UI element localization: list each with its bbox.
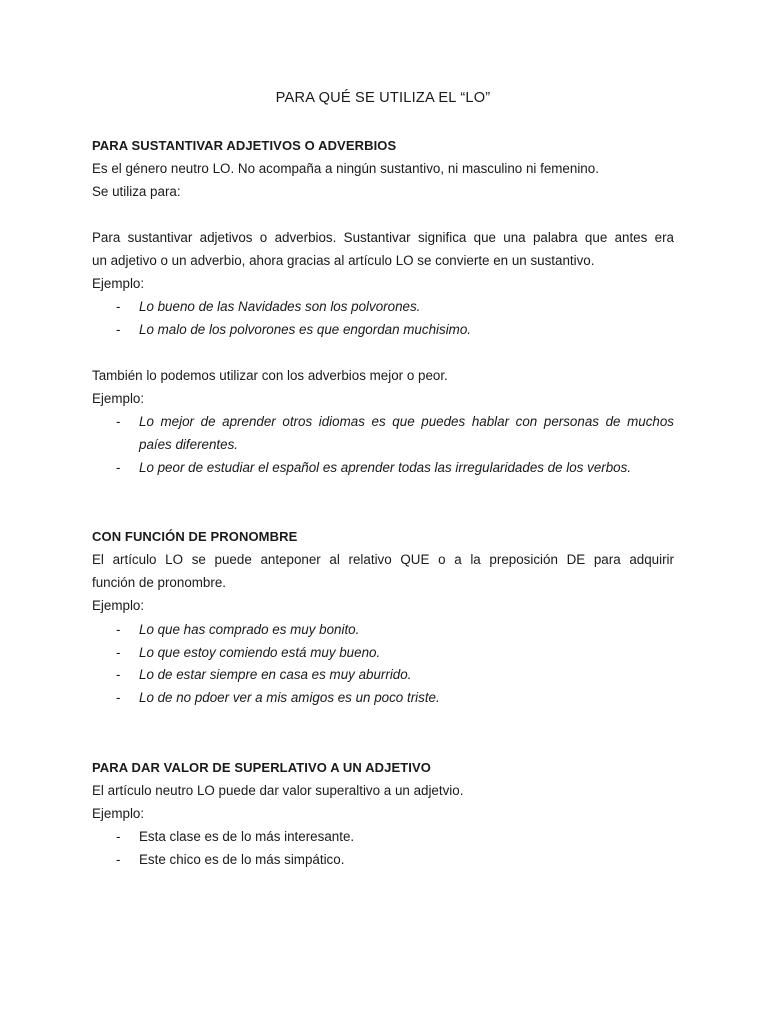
paragraph: Se utiliza para: [92, 184, 181, 199]
list-item: Lo de estar siempre en casa es muy aburrido. [139, 667, 412, 682]
section-heading-pronombre: CON FUNCIÓN DE PRONOMBRE [92, 529, 298, 544]
ejemplo-label: Ejemplo: [92, 391, 145, 406]
list-item: Lo de no pdoer ver a mis amigos es un poco triste. [139, 690, 440, 705]
list-item: Lo que estoy comiendo está muy bueno. [139, 645, 381, 660]
paragraph-line: Para sustantivar adjetivos o adverbios. Sustantivar significa que una palabra que antes era [92, 230, 674, 245]
document-page [92, 0, 674, 1024]
paragraph-line: un adjetivo o un adverbio, ahora gracias al artículo LO se convierte en un sustantivo. [92, 253, 595, 268]
list-bullet: - [116, 690, 121, 705]
list-bullet: - [116, 322, 121, 337]
paragraph: También lo podemos utilizar con los adverbios mejor o peor. [92, 368, 448, 383]
list-bullet: - [116, 299, 121, 314]
list-item: Lo malo de los polvorones es que engordan muchisimo. [139, 322, 471, 337]
paragraph: El artículo neutro LO puede dar valor superaltivo a un adjetvio. [92, 783, 464, 798]
list-item: Esta clase es de lo más interesante. [139, 829, 355, 844]
ejemplo-label: Ejemplo: [92, 806, 145, 821]
paragraph-line: El artículo LO se puede anteponer al relativo QUE o a la preposición DE para adquirir [92, 552, 674, 567]
paragraph: Es el género neutro LO. No acompaña a ningún sustantivo, ni masculino ni femenino. [92, 161, 599, 176]
ejemplo-label: Ejemplo: [92, 276, 145, 291]
document-title: PARA QUÉ SE UTILIZA EL “LO” [275, 90, 491, 106]
list-bullet: - [116, 460, 121, 475]
list-bullet: - [116, 667, 121, 682]
list-item: Lo peor de estudiar el español es aprender todas las irregularidades de los verbos. [139, 460, 632, 475]
list-item: Lo que has comprado es muy bonito. [139, 622, 360, 637]
paragraph-line: función de pronombre. [92, 575, 226, 590]
list-item: Lo mejor de aprender otros idiomas es que puedes hablar con personas de muchos [139, 414, 674, 429]
list-bullet: - [116, 829, 121, 844]
list-item-continuation: paíes diferentes. [139, 437, 239, 452]
list-bullet: - [116, 852, 121, 867]
list-item: Lo bueno de las Navidades son los polvorones. [139, 299, 421, 314]
list-bullet: - [116, 414, 121, 429]
list-item: Este chico es de lo más simpático. [139, 852, 345, 867]
section-heading-sustantivar: PARA SUSTANTIVAR ADJETIVOS O ADVERBIOS [92, 138, 397, 153]
list-bullet: - [116, 622, 121, 637]
ejemplo-label: Ejemplo: [92, 598, 145, 613]
list-bullet: - [116, 645, 121, 660]
section-heading-superlativo: PARA DAR VALOR DE SUPERLATIVO A UN ADJETIVO [92, 760, 431, 775]
